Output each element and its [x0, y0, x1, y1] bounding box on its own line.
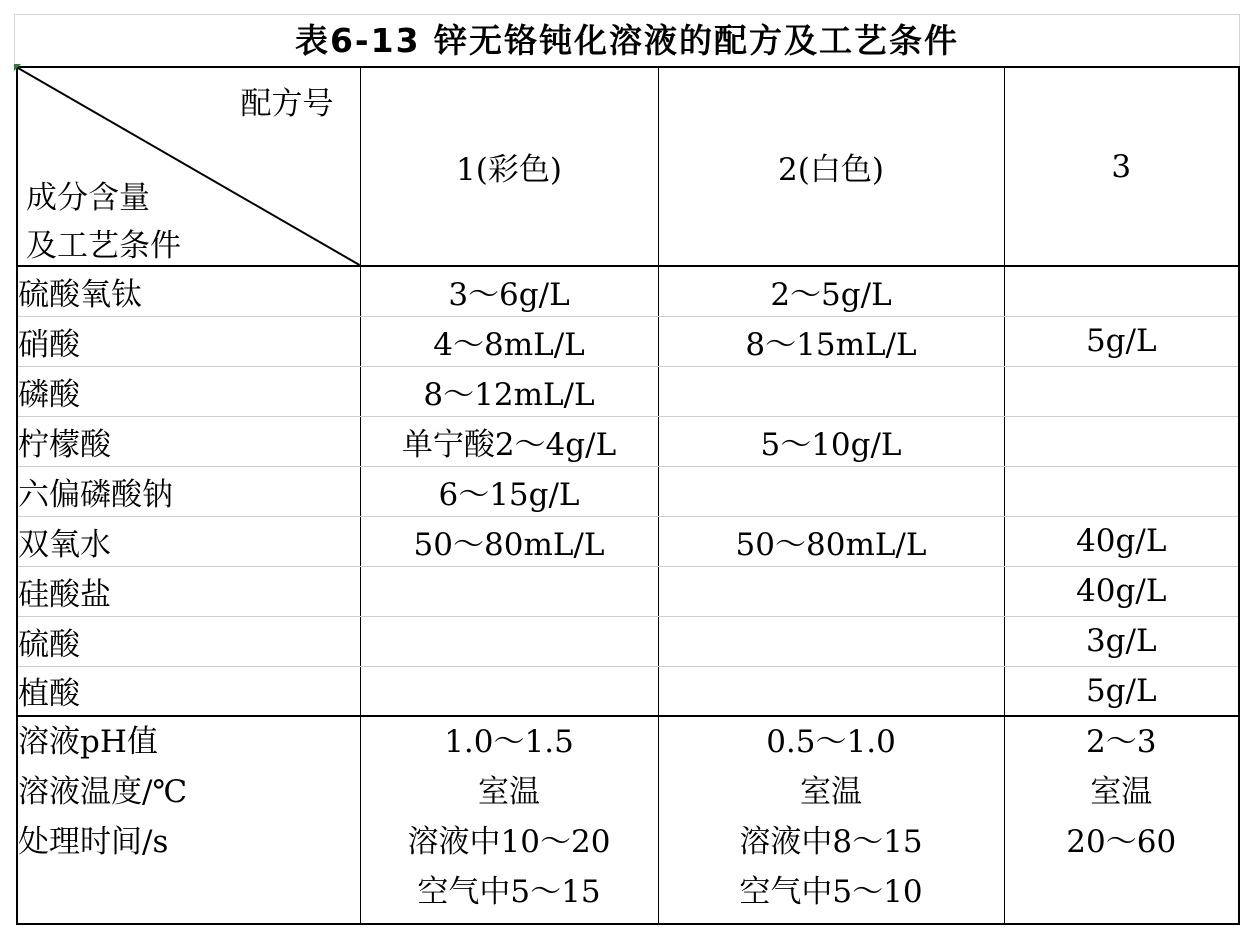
table-row: [17, 516, 1239, 566]
ingredient-value-formula-2: [658, 666, 1004, 716]
ingredient-name: 六偏磷酸钠: [17, 466, 360, 516]
ingredient-value-formula-1: 50～80mL/L: [360, 516, 658, 566]
ingredient-value-formula-1: [360, 666, 658, 716]
ingredient-name: 双氧水: [17, 516, 360, 566]
condition-values-formula-1: [360, 716, 658, 924]
ingredient-value-formula-3: 5g/L: [1004, 666, 1239, 716]
ingredient-value-formula-3: [1004, 266, 1239, 316]
component-label: [26, 174, 181, 270]
ingredient-value-formula-2: [658, 366, 1004, 416]
table-row: [17, 266, 1239, 316]
condition-label: 溶液pH值: [18, 724, 158, 760]
formula-number-label: 配方号: [240, 86, 334, 122]
header-row: [17, 67, 1239, 266]
ingredient-value-formula-2: 50～80mL/L: [658, 516, 1004, 566]
ingredient-value-formula-3: [1004, 366, 1239, 416]
condition-value: 室温: [478, 774, 540, 810]
ingredient-value-formula-3: [1004, 466, 1239, 516]
condition-label: 处理时间/s: [18, 824, 169, 860]
ingredient-value-formula-1: [360, 566, 658, 616]
condition-values-formula-2: [658, 716, 1004, 924]
ingredient-value-formula-3: 3g/L: [1004, 616, 1239, 666]
condition-value: 室温: [1090, 774, 1153, 810]
ingredient-value-formula-3: 40g/L: [1004, 516, 1239, 566]
ingredient-name: 磷酸: [17, 366, 360, 416]
ingredient-value-formula-1: 6～15g/L: [360, 466, 658, 516]
condition-label: 溶液温度/℃: [18, 774, 188, 810]
formula-table: [16, 66, 1240, 925]
table-row: [17, 416, 1239, 466]
condition-value: 2～3: [1086, 724, 1157, 760]
ingredient-value-formula-3: 40g/L: [1004, 566, 1239, 616]
condition-value: 溶液中10～20: [407, 824, 611, 860]
ingredient-value-formula-2: 2～5g/L: [658, 266, 1004, 316]
ingredient-name: 柠檬酸: [17, 416, 360, 466]
process-conditions-row: [17, 716, 1239, 924]
ingredient-value-formula-2: 5～10g/L: [658, 416, 1004, 466]
ingredient-value-formula-2: [658, 566, 1004, 616]
ingredient-value-formula-1: 4～8mL/L: [360, 316, 658, 366]
formula-header-3: 3: [1004, 67, 1239, 266]
ingredient-name: 植酸: [17, 666, 360, 716]
table-row: [17, 366, 1239, 416]
ingredient-value-formula-2: 8～15mL/L: [658, 316, 1004, 366]
condition-value: 1.0～1.5: [444, 724, 574, 760]
diagonal-header-cell: [17, 67, 360, 266]
ingredient-value-formula-3: [1004, 416, 1239, 466]
condition-value: 20～60: [1066, 824, 1177, 860]
ingredient-name: 硅酸盐: [17, 566, 360, 616]
table-title: 表6-13 锌无铬钝化溶液的配方及工艺条件: [294, 21, 960, 60]
ingredient-value-formula-1: 3～6g/L: [360, 266, 658, 316]
condition-labels: [17, 716, 360, 924]
condition-values-formula-3: [1004, 716, 1239, 924]
ingredient-value-formula-2: [658, 466, 1004, 516]
table-row: [17, 666, 1239, 716]
ingredient-value-formula-1: [360, 616, 658, 666]
condition-value: 空气中5～10: [739, 874, 923, 910]
ingredient-name: 硝酸: [17, 316, 360, 366]
component-label-line: 及工艺条件: [26, 228, 181, 264]
table-row: [17, 466, 1239, 516]
ingredient-name: 硫酸氧钛: [17, 266, 360, 316]
table-row: [17, 616, 1239, 666]
formula-header-2: 2(白色): [658, 67, 1004, 266]
condition-value: 室温: [800, 774, 862, 810]
table-row: [17, 566, 1239, 616]
formula-header-1: 1(彩色): [360, 67, 658, 266]
component-label-line: 成分含量: [26, 180, 150, 216]
condition-value: 0.5～1.0: [766, 724, 896, 760]
ingredient-value-formula-3: 5g/L: [1004, 316, 1239, 366]
ingredient-name: 硫酸: [17, 616, 360, 666]
ingredient-value-formula-2: [658, 616, 1004, 666]
ingredient-value-formula-1: 单宁酸2～4g/L: [360, 416, 658, 466]
ingredient-value-formula-1: 8～12mL/L: [360, 366, 658, 416]
table-row: [17, 316, 1239, 366]
condition-value: 空气中5～15: [417, 874, 601, 910]
condition-value: 溶液中8～15: [739, 824, 923, 860]
